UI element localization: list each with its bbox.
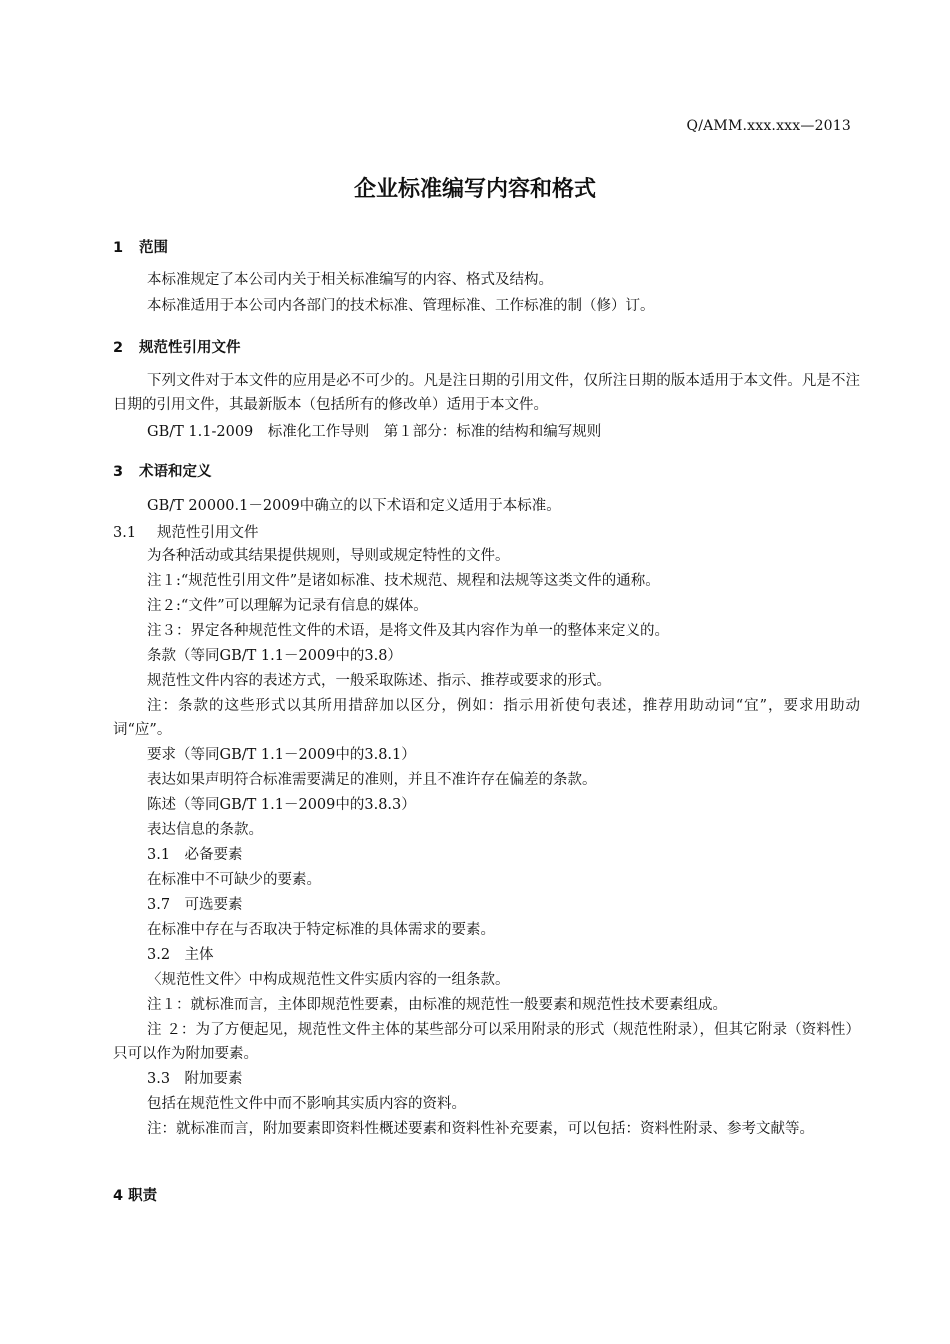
- subsection-number: 3.1: [113, 525, 137, 541]
- definition-line: 规范性文件内容的表述方式，一般采取陈述、指示、推荐或要求的形式。: [147, 673, 611, 689]
- section-number: 1: [113, 240, 124, 256]
- note-line: 注１:“规范性引用文件”是诸如标准、技术规范、规程和法规等这类文件的通称。: [147, 573, 660, 589]
- paragraph: GB/T 20000.1－2009中确立的以下术语和定义适用于本标准。: [147, 498, 561, 514]
- definition-line: 为各种活动或其结果提供规则，导则或规定特性的文件。: [147, 548, 510, 564]
- definition-line: 表达如果声明符合标准需要满足的准则，并且不准许存在偏差的条款。: [147, 772, 597, 788]
- section-title: 术语和定义: [139, 464, 212, 480]
- paragraph: 下列文件对于本文件的应用是必不可少的。凡是注日期的引用文件，仅所注日期的版本适用于本文件。凡是不注日期的引用文件，其最新版本（包括所有的修改单）适用于本文件。: [113, 373, 860, 413]
- definition-line: 〈规范性文件〉中构成规范性文件实质内容的一组条款。: [147, 972, 510, 988]
- section-title: 职责: [128, 1188, 158, 1204]
- term-heading: 条款（等同GB/T 1.1－2009中的3.8）: [147, 648, 402, 664]
- term-heading: 3.7 可选要素: [147, 897, 243, 913]
- section-title: 规范性引用文件: [139, 340, 241, 356]
- note-line: 注：就标准而言，附加要素即资料性概述要素和资料性补充要素，可以包括：资料性附录、参考文献等。: [147, 1121, 814, 1137]
- definition-line: 在标准中存在与否取决于特定标准的具体需求的要素。: [147, 922, 495, 938]
- section-heading-3: [113, 460, 212, 481]
- paragraph: 本标准适用于本公司内各部门的技术标准、管理标准、工作标准的制（修）订。: [147, 298, 655, 314]
- document-title: 企业标准编写内容和格式: [353, 177, 596, 202]
- note-line: 注：条款的这些形式以其所用措辞加以区分，例如：指示用祈使句表述，推荐用助动词“宜”，要求用助动词“应”。: [113, 698, 860, 738]
- subsection-heading: [113, 521, 259, 542]
- note-line: 注 ２：为了方便起见，规范性文件主体的某些部分可以采用附录的形式（规范性附录），但其它附录（资料性）只可以作为附加要素。: [113, 1022, 860, 1062]
- reference-item: GB/T 1.1-2009 标准化工作导则 第１部分：标准的结构和编写规则: [147, 424, 602, 440]
- section-heading-1: [113, 236, 168, 257]
- section-heading-4: [113, 1184, 157, 1205]
- note-line: 注２:“文件”可以理解为记录有信息的媒体。: [147, 598, 428, 614]
- term-heading: 3.3 附加要素: [147, 1071, 243, 1087]
- subsection-title: 规范性引用文件: [157, 525, 259, 541]
- term-heading: 3.1 必备要素: [147, 847, 243, 863]
- paragraph: 本标准规定了本公司内关于相关标准编写的内容、格式及结构。: [147, 272, 553, 288]
- section-number: 4: [113, 1188, 124, 1204]
- note-line: 注１：就标准而言，主体即规范性要素，由标准的规范性一般要素和规范性技术要素组成。: [147, 997, 727, 1013]
- note-line: 注３：界定各种规范性文件的术语，是将文件及其内容作为单一的整体来定义的。: [147, 623, 669, 639]
- definition-line: 在标准中不可缺少的要素。: [147, 872, 321, 888]
- section-title: 范围: [139, 240, 168, 256]
- definition-line: 包括在规范性文件中而不影响其实质内容的资料。: [147, 1096, 466, 1112]
- section-number: 3: [113, 464, 124, 480]
- term-heading: 3.2 主体: [147, 947, 214, 963]
- section-number: 2: [113, 340, 124, 356]
- section-heading-2: [113, 336, 241, 357]
- term-heading: 陈述（等同GB/T 1.1－2009中的3.8.3）: [147, 797, 416, 813]
- term-heading: 要求（等同GB/T 1.1－2009中的3.8.1）: [147, 747, 416, 763]
- definition-line: 表达信息的条款。: [147, 822, 263, 838]
- document-code: Q/AMM.xxx.xxx—2013: [686, 118, 851, 134]
